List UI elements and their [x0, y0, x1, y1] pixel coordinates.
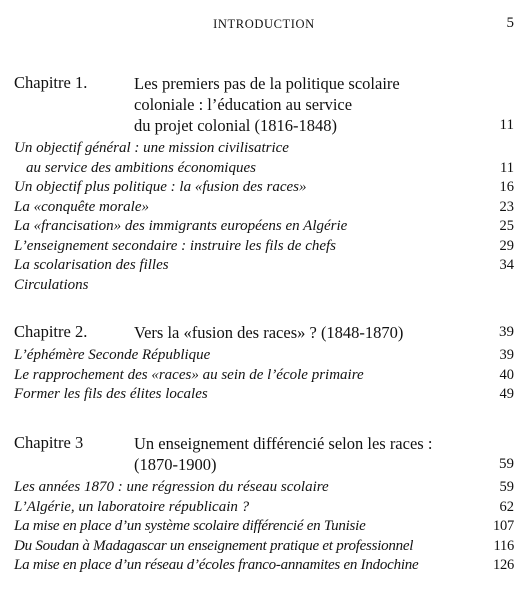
section-title-line: Du Soudan à Madagascar un enseignement pratique et professionnel	[14, 537, 414, 554]
chapter-heading	[14, 322, 514, 343]
section-page-number: 107	[493, 518, 514, 534]
chapter-title-line: Vers la «fusion des races» ? (1848-1870)	[134, 323, 404, 342]
section-page-number: 25	[499, 218, 514, 234]
running-title: INTRODUCTION	[213, 17, 315, 31]
chapter-label: Chapitre 3	[14, 433, 84, 452]
section-title-line: L’enseignement secondaire : instruire les fils de chefs	[14, 237, 337, 254]
section-entry	[14, 537, 514, 557]
chapter-1	[14, 73, 514, 295]
chapter-title-line: coloniale : l’éducation au service	[134, 95, 353, 114]
section-title-line: La «conquête morale»	[14, 198, 149, 215]
section-entry	[14, 498, 514, 518]
chapter-title-line: Les premiers pas de la politique scolaire	[134, 74, 400, 93]
chapter-page-number: 39	[499, 324, 514, 340]
chapter-3	[14, 433, 514, 576]
page-header	[0, 14, 528, 36]
section-list	[14, 478, 514, 576]
section-entry	[14, 346, 514, 366]
section-entry	[14, 366, 514, 386]
section-page-number: 116	[493, 537, 514, 554]
chapter-title	[134, 433, 514, 475]
chapter-label: Chapitre 2.	[14, 322, 88, 341]
section-title-line: La mise en place d’un système scolaire différencié en Tunisie	[14, 518, 366, 534]
section-entry	[14, 256, 514, 276]
section-title-line: Former les fils des élites locales	[14, 386, 208, 402]
section-list	[14, 139, 514, 295]
section-entry	[14, 556, 514, 576]
section-page-number: 126	[493, 557, 514, 573]
chapter-heading	[14, 433, 514, 475]
chapter-page-number: 11	[499, 117, 514, 133]
section-entry	[14, 276, 514, 296]
section-title-line: La «francisation» des immigrants européens en Algérie	[14, 218, 348, 234]
section-title-line: Le rapprochement des «races» au sein de l’école primaire	[14, 366, 364, 383]
section-entry	[14, 178, 514, 198]
chapter-page-number: 59	[499, 456, 514, 472]
section-entry	[14, 478, 514, 498]
section-page-number: 40	[499, 366, 514, 383]
section-entry	[14, 198, 514, 218]
section-title-line: Les années 1870 : une régression du réseau scolaire	[14, 479, 329, 495]
section-page-number: 59	[499, 479, 514, 495]
section-page-number: 29	[499, 237, 514, 254]
chapter-label: Chapitre 1.	[14, 73, 88, 92]
section-title-line: L’éphémère Seconde République	[14, 347, 211, 363]
section-entry	[14, 237, 514, 257]
chapter-2	[14, 322, 514, 405]
section-title-line: La scolarisation des filles	[14, 257, 169, 273]
section-title-line: La mise en place d’un réseau d’écoles franco-annamites en Indochine	[14, 557, 419, 573]
section-page-number: 23	[499, 198, 514, 215]
page-number: 5	[506, 15, 514, 31]
section-entry	[14, 517, 514, 537]
section-title-line: L’Algérie, un laboratoire républicain ?	[14, 498, 250, 515]
section-page-number: 49	[499, 386, 514, 402]
section-title-line: Un objectif plus politique : la «fusion des races»	[14, 179, 307, 195]
section-page-number: 11	[500, 159, 514, 176]
section-page-number: 34	[499, 257, 514, 273]
section-page-number: 16	[499, 179, 514, 195]
chapter-title	[134, 73, 514, 136]
section-entry	[14, 217, 514, 237]
chapter-title-line: Un enseignement différencié selon les races :	[134, 434, 433, 453]
chapter-heading	[14, 73, 514, 136]
section-title-line: Circulations	[14, 276, 89, 293]
chapter-title-line: du projet colonial (1816-1848)	[134, 116, 337, 135]
section-page-number: 62	[499, 498, 514, 515]
section-title-line: Un objectif général : une mission civilisatrice	[14, 140, 289, 156]
section-entry	[14, 385, 514, 405]
section-entry	[14, 139, 514, 178]
section-title-line: au service des ambitions économiques	[26, 159, 256, 176]
chapter-title	[134, 322, 514, 343]
section-page-number: 39	[499, 347, 514, 363]
chapter-title-line: (1870-1900)	[134, 455, 217, 474]
section-list	[14, 346, 514, 405]
